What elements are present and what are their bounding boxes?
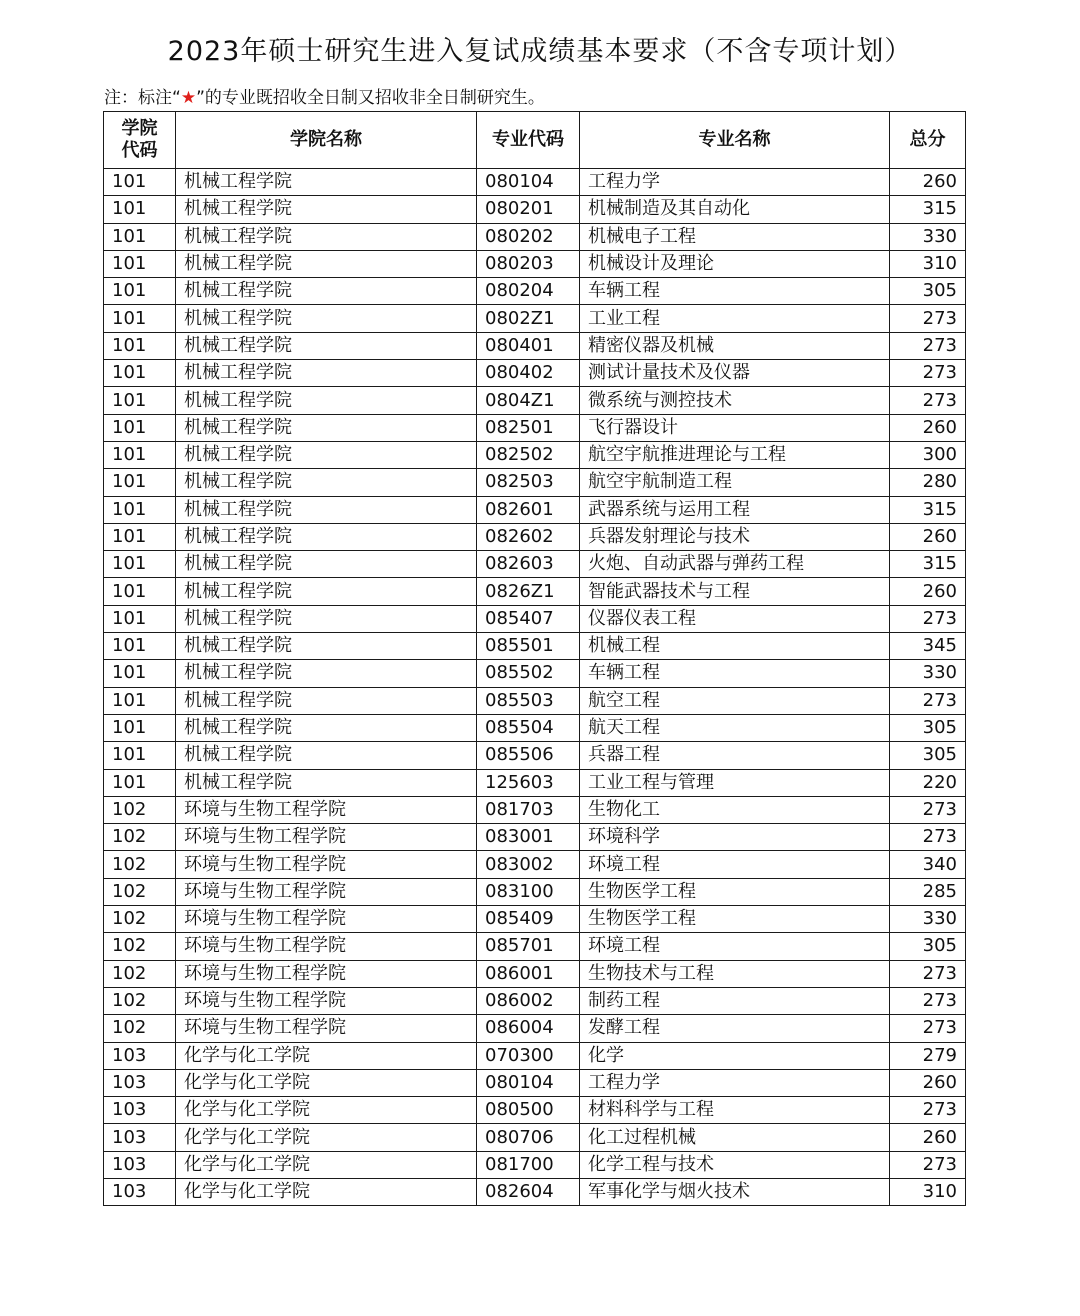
total-score-cell: 260 [890, 169, 966, 196]
major-code-cell: 080202 [477, 223, 580, 250]
table-row [104, 1042, 966, 1069]
dept-name-cell: 机械工程学院 [176, 223, 477, 250]
dept-code-cell: 101 [104, 278, 176, 305]
dept-code-cell: 102 [104, 878, 176, 905]
major-name-cell: 测试计量技术及仪器 [580, 360, 890, 387]
table-row [104, 523, 966, 550]
dept-name-cell: 环境与生物工程学院 [176, 851, 477, 878]
dept-code-cell: 101 [104, 360, 176, 387]
major-code-cell: 083002 [477, 851, 580, 878]
table-row [104, 551, 966, 578]
major-code-cell: 081700 [477, 1151, 580, 1178]
table-row [104, 1069, 966, 1096]
major-code-cell: 0826Z1 [477, 578, 580, 605]
header-total: 总分 [890, 112, 966, 169]
major-code-cell: 080500 [477, 1097, 580, 1124]
major-code-cell: 080104 [477, 1069, 580, 1096]
dept-code-cell: 103 [104, 1178, 176, 1205]
major-name-cell: 智能武器技术与工程 [580, 578, 890, 605]
dept-name-cell: 机械工程学院 [176, 551, 477, 578]
major-code-cell: 082501 [477, 414, 580, 441]
total-score-cell: 273 [890, 1151, 966, 1178]
table-row [104, 223, 966, 250]
major-code-cell: 085407 [477, 605, 580, 632]
star-icon: ★ [180, 88, 197, 108]
dept-name-cell: 环境与生物工程学院 [176, 1015, 477, 1042]
dept-name-cell: 机械工程学院 [176, 196, 477, 223]
total-score-cell: 305 [890, 933, 966, 960]
major-code-cell: 085701 [477, 933, 580, 960]
table-row [104, 824, 966, 851]
dept-code-cell: 103 [104, 1097, 176, 1124]
dept-code-cell: 102 [104, 1015, 176, 1042]
dept-name-cell: 机械工程学院 [176, 469, 477, 496]
dept-name-cell: 机械工程学院 [176, 387, 477, 414]
major-name-cell: 制药工程 [580, 987, 890, 1014]
major-name-cell: 航空工程 [580, 687, 890, 714]
total-score-cell: 273 [890, 387, 966, 414]
total-score-cell: 273 [890, 1015, 966, 1042]
total-score-cell: 330 [890, 906, 966, 933]
major-code-cell: 086004 [477, 1015, 580, 1042]
total-score-cell: 260 [890, 1124, 966, 1151]
total-score-cell: 260 [890, 1069, 966, 1096]
table-row [104, 1097, 966, 1124]
major-code-cell: 082604 [477, 1178, 580, 1205]
dept-name-cell: 机械工程学院 [176, 578, 477, 605]
total-score-cell: 345 [890, 633, 966, 660]
total-score-cell: 273 [890, 824, 966, 851]
total-score-cell: 330 [890, 223, 966, 250]
total-score-cell: 273 [890, 796, 966, 823]
dept-name-cell: 化学与化工学院 [176, 1151, 477, 1178]
note-prefix: 注：标注“ [104, 88, 181, 108]
major-name-cell: 化学 [580, 1042, 890, 1069]
major-code-cell: 081703 [477, 796, 580, 823]
table-row [104, 360, 966, 387]
major-name-cell: 生物化工 [580, 796, 890, 823]
major-code-cell: 085503 [477, 687, 580, 714]
major-name-cell: 生物技术与工程 [580, 960, 890, 987]
header-dept-name: 学院名称 [176, 112, 477, 169]
dept-name-cell: 机械工程学院 [176, 687, 477, 714]
major-code-cell: 083001 [477, 824, 580, 851]
total-score-cell: 273 [890, 305, 966, 332]
dept-name-cell: 环境与生物工程学院 [176, 878, 477, 905]
major-name-cell: 化学工程与技术 [580, 1151, 890, 1178]
header-dept-code-line1: 学院 [121, 118, 158, 139]
major-name-cell: 环境科学 [580, 824, 890, 851]
total-score-cell: 305 [890, 278, 966, 305]
dept-name-cell: 化学与化工学院 [176, 1042, 477, 1069]
table-row [104, 1124, 966, 1151]
dept-name-cell: 机械工程学院 [176, 496, 477, 523]
major-name-cell: 航空宇航制造工程 [580, 469, 890, 496]
major-code-cell: 085501 [477, 633, 580, 660]
major-code-cell: 125603 [477, 769, 580, 796]
table-row [104, 196, 966, 223]
table-row [104, 987, 966, 1014]
total-score-cell: 305 [890, 742, 966, 769]
major-code-cell: 083100 [477, 878, 580, 905]
table-row [104, 633, 966, 660]
major-code-cell: 080201 [477, 196, 580, 223]
total-score-cell: 279 [890, 1042, 966, 1069]
major-code-cell: 082603 [477, 551, 580, 578]
major-code-cell: 080204 [477, 278, 580, 305]
major-name-cell: 兵器发射理论与技术 [580, 523, 890, 550]
major-name-cell: 工程力学 [580, 1069, 890, 1096]
total-score-cell: 273 [890, 605, 966, 632]
total-score-cell: 260 [890, 414, 966, 441]
table-row [104, 878, 966, 905]
dept-name-cell: 机械工程学院 [176, 742, 477, 769]
table-row [104, 769, 966, 796]
dept-code-cell: 101 [104, 578, 176, 605]
table-row [104, 742, 966, 769]
table-body [104, 169, 966, 1206]
dept-code-cell: 101 [104, 496, 176, 523]
dept-code-cell: 101 [104, 769, 176, 796]
dept-code-cell: 102 [104, 851, 176, 878]
dept-name-cell: 环境与生物工程学院 [176, 824, 477, 851]
dept-code-cell: 103 [104, 1042, 176, 1069]
table-row [104, 605, 966, 632]
dept-code-cell: 103 [104, 1124, 176, 1151]
dept-code-cell: 101 [104, 551, 176, 578]
major-name-cell: 机械工程 [580, 633, 890, 660]
major-name-cell: 材料科学与工程 [580, 1097, 890, 1124]
major-name-cell: 航天工程 [580, 714, 890, 741]
total-score-cell: 273 [890, 360, 966, 387]
dept-name-cell: 化学与化工学院 [176, 1097, 477, 1124]
dept-code-cell: 101 [104, 250, 176, 277]
dept-code-cell: 101 [104, 169, 176, 196]
page-title: 2023年硕士研究生进入复试成绩基本要求（不含专项计划） [167, 36, 913, 67]
dept-name-cell: 机械工程学院 [176, 360, 477, 387]
total-score-cell: 260 [890, 578, 966, 605]
major-code-cell: 080104 [477, 169, 580, 196]
major-code-cell: 080706 [477, 1124, 580, 1151]
major-code-cell: 085409 [477, 906, 580, 933]
dept-code-cell: 101 [104, 523, 176, 550]
dept-code-cell: 101 [104, 441, 176, 468]
table-row [104, 660, 966, 687]
major-name-cell: 生物医学工程 [580, 878, 890, 905]
table-row [104, 578, 966, 605]
major-name-cell: 机械制造及其自动化 [580, 196, 890, 223]
table-row [104, 278, 966, 305]
dept-code-cell: 101 [104, 196, 176, 223]
dept-code-cell: 101 [104, 687, 176, 714]
note [104, 86, 545, 110]
total-score-cell: 260 [890, 523, 966, 550]
table-row [104, 169, 966, 196]
dept-name-cell: 机械工程学院 [176, 250, 477, 277]
dept-code-cell: 102 [104, 933, 176, 960]
major-name-cell: 仪器仪表工程 [580, 605, 890, 632]
major-name-cell: 航空宇航推进理论与工程 [580, 441, 890, 468]
dept-name-cell: 环境与生物工程学院 [176, 987, 477, 1014]
major-code-cell: 085504 [477, 714, 580, 741]
major-code-cell: 086001 [477, 960, 580, 987]
table-row [104, 687, 966, 714]
table-row [104, 1015, 966, 1042]
note-suffix: ”的专业既招收全日制又招收非全日制研究生。 [196, 88, 545, 108]
dept-name-cell: 环境与生物工程学院 [176, 933, 477, 960]
dept-code-cell: 101 [104, 605, 176, 632]
major-code-cell: 082502 [477, 441, 580, 468]
major-name-cell: 化工过程机械 [580, 1124, 890, 1151]
header-major-name: 专业名称 [580, 112, 890, 169]
total-score-cell: 220 [890, 769, 966, 796]
dept-name-cell: 机械工程学院 [176, 169, 477, 196]
major-code-cell: 0804Z1 [477, 387, 580, 414]
total-score-cell: 315 [890, 551, 966, 578]
table-row [104, 387, 966, 414]
major-name-cell: 火炮、自动武器与弹药工程 [580, 551, 890, 578]
header-dept-code [104, 112, 176, 169]
dept-code-cell: 101 [104, 332, 176, 359]
dept-name-cell: 机械工程学院 [176, 441, 477, 468]
dept-code-cell: 101 [104, 714, 176, 741]
dept-code-cell: 102 [104, 987, 176, 1014]
dept-name-cell: 化学与化工学院 [176, 1069, 477, 1096]
table-row [104, 960, 966, 987]
table-row [104, 305, 966, 332]
dept-name-cell: 环境与生物工程学院 [176, 906, 477, 933]
table-row [104, 1151, 966, 1178]
table-row [104, 933, 966, 960]
total-score-cell: 273 [890, 687, 966, 714]
dept-name-cell: 机械工程学院 [176, 714, 477, 741]
dept-code-cell: 101 [104, 660, 176, 687]
total-score-cell: 310 [890, 250, 966, 277]
dept-code-cell: 102 [104, 824, 176, 851]
table-row [104, 414, 966, 441]
dept-code-cell: 102 [104, 796, 176, 823]
major-name-cell: 环境工程 [580, 933, 890, 960]
major-code-cell: 085506 [477, 742, 580, 769]
total-score-cell: 315 [890, 196, 966, 223]
total-score-cell: 285 [890, 878, 966, 905]
table-row [104, 496, 966, 523]
dept-name-cell: 环境与生物工程学院 [176, 960, 477, 987]
total-score-cell: 340 [890, 851, 966, 878]
dept-code-cell: 103 [104, 1069, 176, 1096]
major-name-cell: 机械电子工程 [580, 223, 890, 250]
major-code-cell: 082503 [477, 469, 580, 496]
table-row [104, 851, 966, 878]
major-code-cell: 080402 [477, 360, 580, 387]
total-score-cell: 273 [890, 1097, 966, 1124]
dept-code-cell: 102 [104, 906, 176, 933]
total-score-cell: 305 [890, 714, 966, 741]
dept-code-cell: 101 [104, 633, 176, 660]
total-score-cell: 273 [890, 987, 966, 1014]
dept-name-cell: 化学与化工学院 [176, 1178, 477, 1205]
major-name-cell: 发酵工程 [580, 1015, 890, 1042]
major-code-cell: 080203 [477, 250, 580, 277]
major-name-cell: 车辆工程 [580, 278, 890, 305]
table-row [104, 796, 966, 823]
total-score-cell: 315 [890, 496, 966, 523]
total-score-cell: 273 [890, 960, 966, 987]
dept-name-cell: 机械工程学院 [176, 605, 477, 632]
dept-code-cell: 103 [104, 1151, 176, 1178]
dept-name-cell: 机械工程学院 [176, 414, 477, 441]
major-name-cell: 飞行器设计 [580, 414, 890, 441]
total-score-cell: 310 [890, 1178, 966, 1205]
dept-code-cell: 102 [104, 960, 176, 987]
dept-name-cell: 机械工程学院 [176, 523, 477, 550]
major-name-cell: 兵器工程 [580, 742, 890, 769]
table-row [104, 250, 966, 277]
total-score-cell: 330 [890, 660, 966, 687]
major-name-cell: 军事化学与烟火技术 [580, 1178, 890, 1205]
major-code-cell: 0802Z1 [477, 305, 580, 332]
major-name-cell: 环境工程 [580, 851, 890, 878]
major-code-cell: 082602 [477, 523, 580, 550]
dept-code-cell: 101 [104, 305, 176, 332]
dept-name-cell: 机械工程学院 [176, 332, 477, 359]
dept-code-cell: 101 [104, 414, 176, 441]
score-table [103, 111, 966, 1206]
major-name-cell: 微系统与测控技术 [580, 387, 890, 414]
total-score-cell: 273 [890, 332, 966, 359]
dept-name-cell: 机械工程学院 [176, 660, 477, 687]
dept-code-cell: 101 [104, 223, 176, 250]
dept-name-cell: 化学与化工学院 [176, 1124, 477, 1151]
table-row [104, 1178, 966, 1205]
major-name-cell: 精密仪器及机械 [580, 332, 890, 359]
dept-code-cell: 101 [104, 387, 176, 414]
table-row [104, 469, 966, 496]
table-row [104, 441, 966, 468]
dept-name-cell: 机械工程学院 [176, 278, 477, 305]
table-row [104, 714, 966, 741]
major-name-cell: 工程力学 [580, 169, 890, 196]
major-code-cell: 082601 [477, 496, 580, 523]
dept-code-cell: 101 [104, 469, 176, 496]
total-score-cell: 280 [890, 469, 966, 496]
major-code-cell: 070300 [477, 1042, 580, 1069]
dept-code-cell: 101 [104, 742, 176, 769]
major-name-cell: 车辆工程 [580, 660, 890, 687]
table-row [104, 332, 966, 359]
dept-name-cell: 机械工程学院 [176, 305, 477, 332]
major-code-cell: 085502 [477, 660, 580, 687]
major-code-cell: 086002 [477, 987, 580, 1014]
dept-name-cell: 环境与生物工程学院 [176, 796, 477, 823]
major-name-cell: 机械设计及理论 [580, 250, 890, 277]
table-row [104, 906, 966, 933]
major-code-cell: 080401 [477, 332, 580, 359]
major-name-cell: 工业工程 [580, 305, 890, 332]
dept-name-cell: 机械工程学院 [176, 769, 477, 796]
header-major-code: 专业代码 [477, 112, 580, 169]
header-dept-code-line2: 代码 [121, 140, 158, 161]
major-name-cell: 工业工程与管理 [580, 769, 890, 796]
major-name-cell: 武器系统与运用工程 [580, 496, 890, 523]
total-score-cell: 300 [890, 441, 966, 468]
dept-name-cell: 机械工程学院 [176, 633, 477, 660]
table-header-row [104, 112, 966, 169]
major-name-cell: 生物医学工程 [580, 906, 890, 933]
